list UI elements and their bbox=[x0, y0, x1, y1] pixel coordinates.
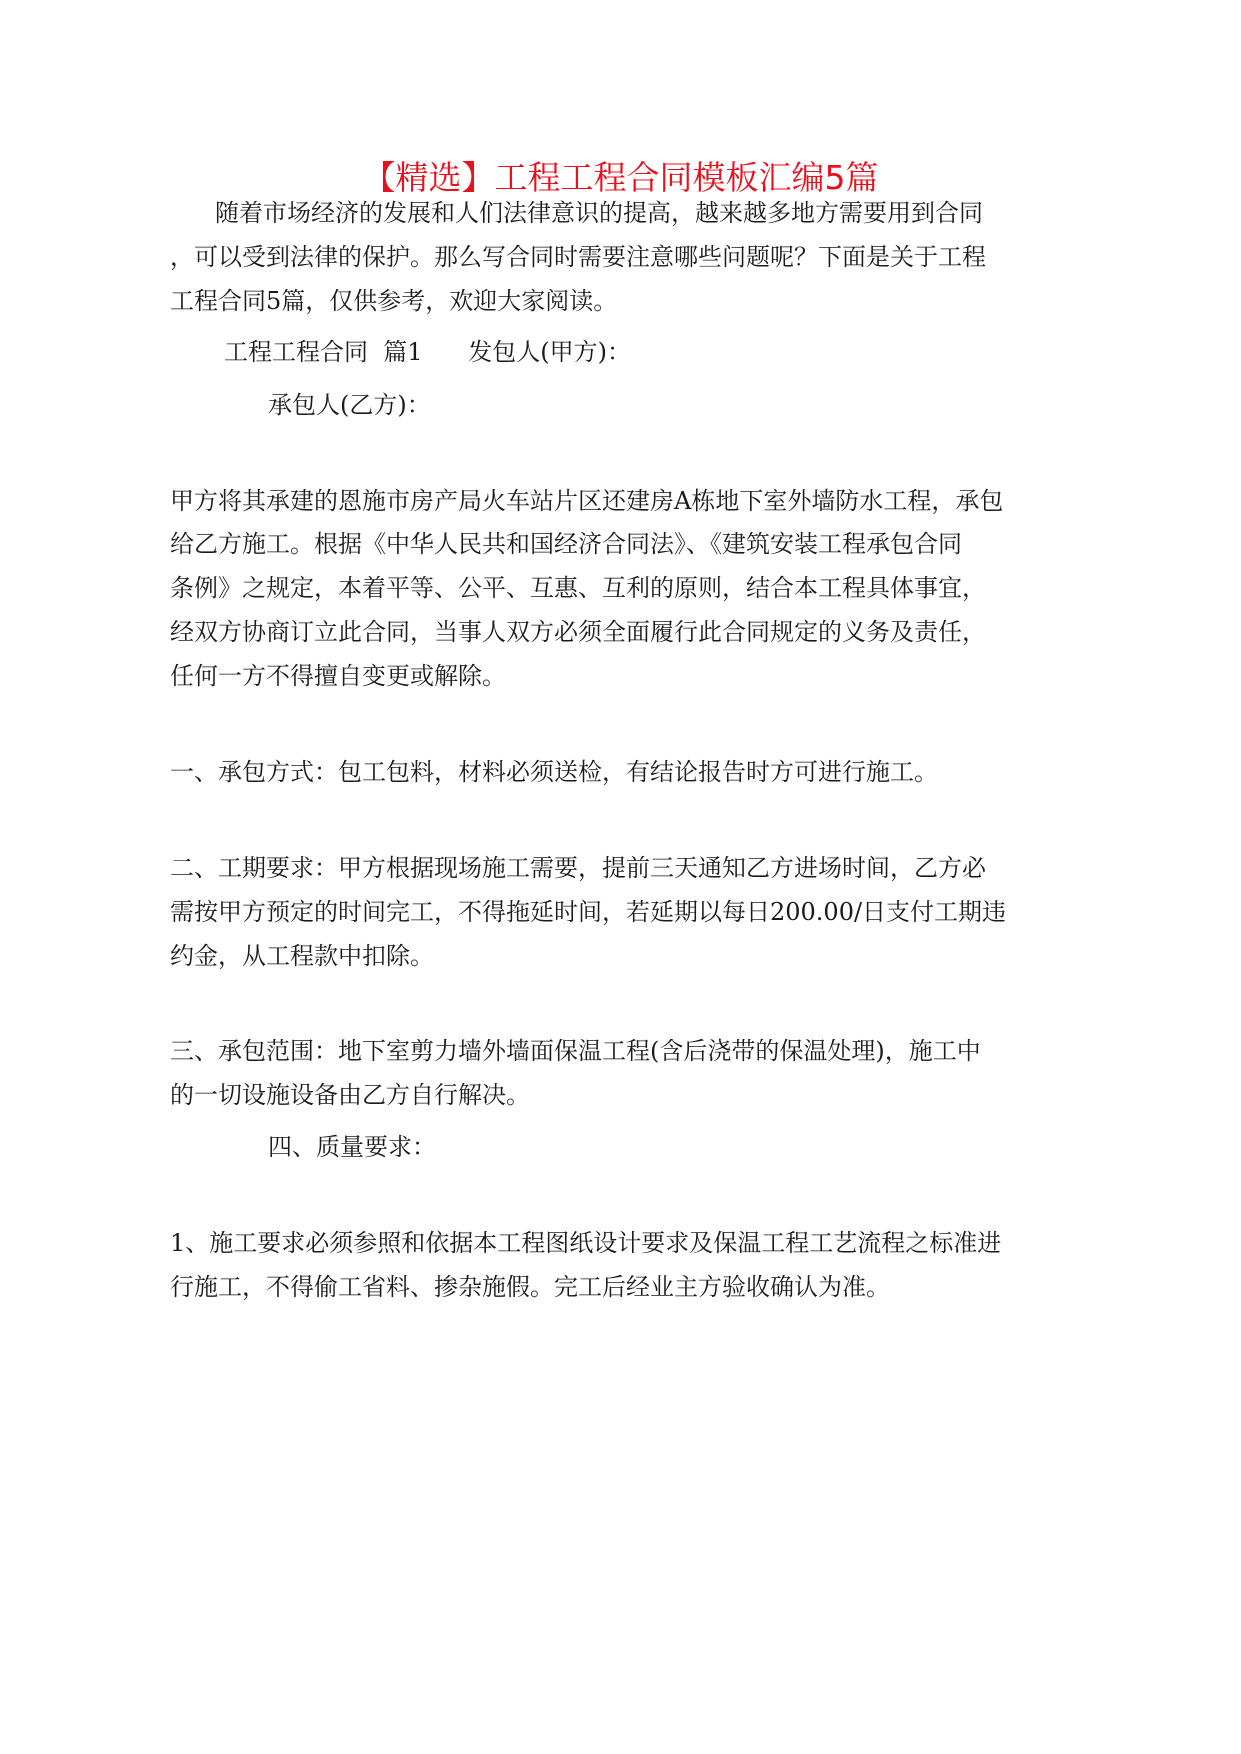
contract-header: 工程工程合同 篇1 发包人(甲方)： bbox=[224, 338, 632, 366]
preamble-line: 条例》之规定，本着平等、公平、互惠、互利的原则，结合本工程具体事宜， bbox=[170, 574, 986, 602]
intro-line: 随着市场经济的发展和人们法律意识的提高，越来越多地方需要用到合同 bbox=[215, 199, 983, 227]
party-b-label: 承包人(乙方)： bbox=[268, 391, 431, 419]
preamble-line: 任何一方不得擅自变更或解除。 bbox=[170, 662, 506, 690]
clause-4-heading: 四、质量要求： bbox=[268, 1133, 436, 1161]
intro-line: 工程合同5篇，仅供参考，欢迎大家阅读。 bbox=[170, 287, 618, 315]
clause-2-line: 二、工期要求：甲方根据现场施工需要，提前三天通知乙方进场时间，乙方必 bbox=[170, 854, 986, 882]
item-1-line: 1、施工要求必须参照和依据本工程图纸设计要求及保温工程工艺流程之标准进 bbox=[170, 1229, 1002, 1257]
document-title: 【精选】工程工程合同模板汇编5篇 bbox=[362, 158, 879, 197]
preamble-line: 经双方协商订立此合同，当事人双方必须全面履行此合同规定的义务及责任， bbox=[170, 618, 986, 646]
preamble-line: 甲方将其承建的恩施市房产局火车站片区还建房A栋地下室外墙防水工程，承包 bbox=[170, 487, 1004, 515]
intro-line: ，可以受到法律的保护。那么写合同时需要注意哪些问题呢？下面是关于工程 bbox=[170, 243, 986, 271]
clause-3-line: 的一切设施设备由乙方自行解决。 bbox=[170, 1081, 530, 1109]
preamble-line: 给乙方施工。根据《中华人民共和国经济合同法》、《建筑安装工程承包合同 bbox=[170, 530, 962, 558]
item-1-line: 行施工，不得偷工省料、掺杂施假。完工后经业主方验收确认为准。 bbox=[170, 1273, 890, 1301]
clause-3-line: 三、承包范围：地下室剪力墙外墙面保温工程(含后浇带的保温处理)，施工中 bbox=[170, 1037, 981, 1065]
clause-2-line: 约金，从工程款中扣除。 bbox=[170, 942, 434, 970]
clause-1: 一、承包方式：包工包料，材料必须送检，有结论报告时方可进行施工。 bbox=[170, 758, 938, 786]
clause-2-line: 需按甲方预定的时间完工，不得拖延时间，若延期以每日200.00/日支付工期违 bbox=[170, 898, 1007, 926]
